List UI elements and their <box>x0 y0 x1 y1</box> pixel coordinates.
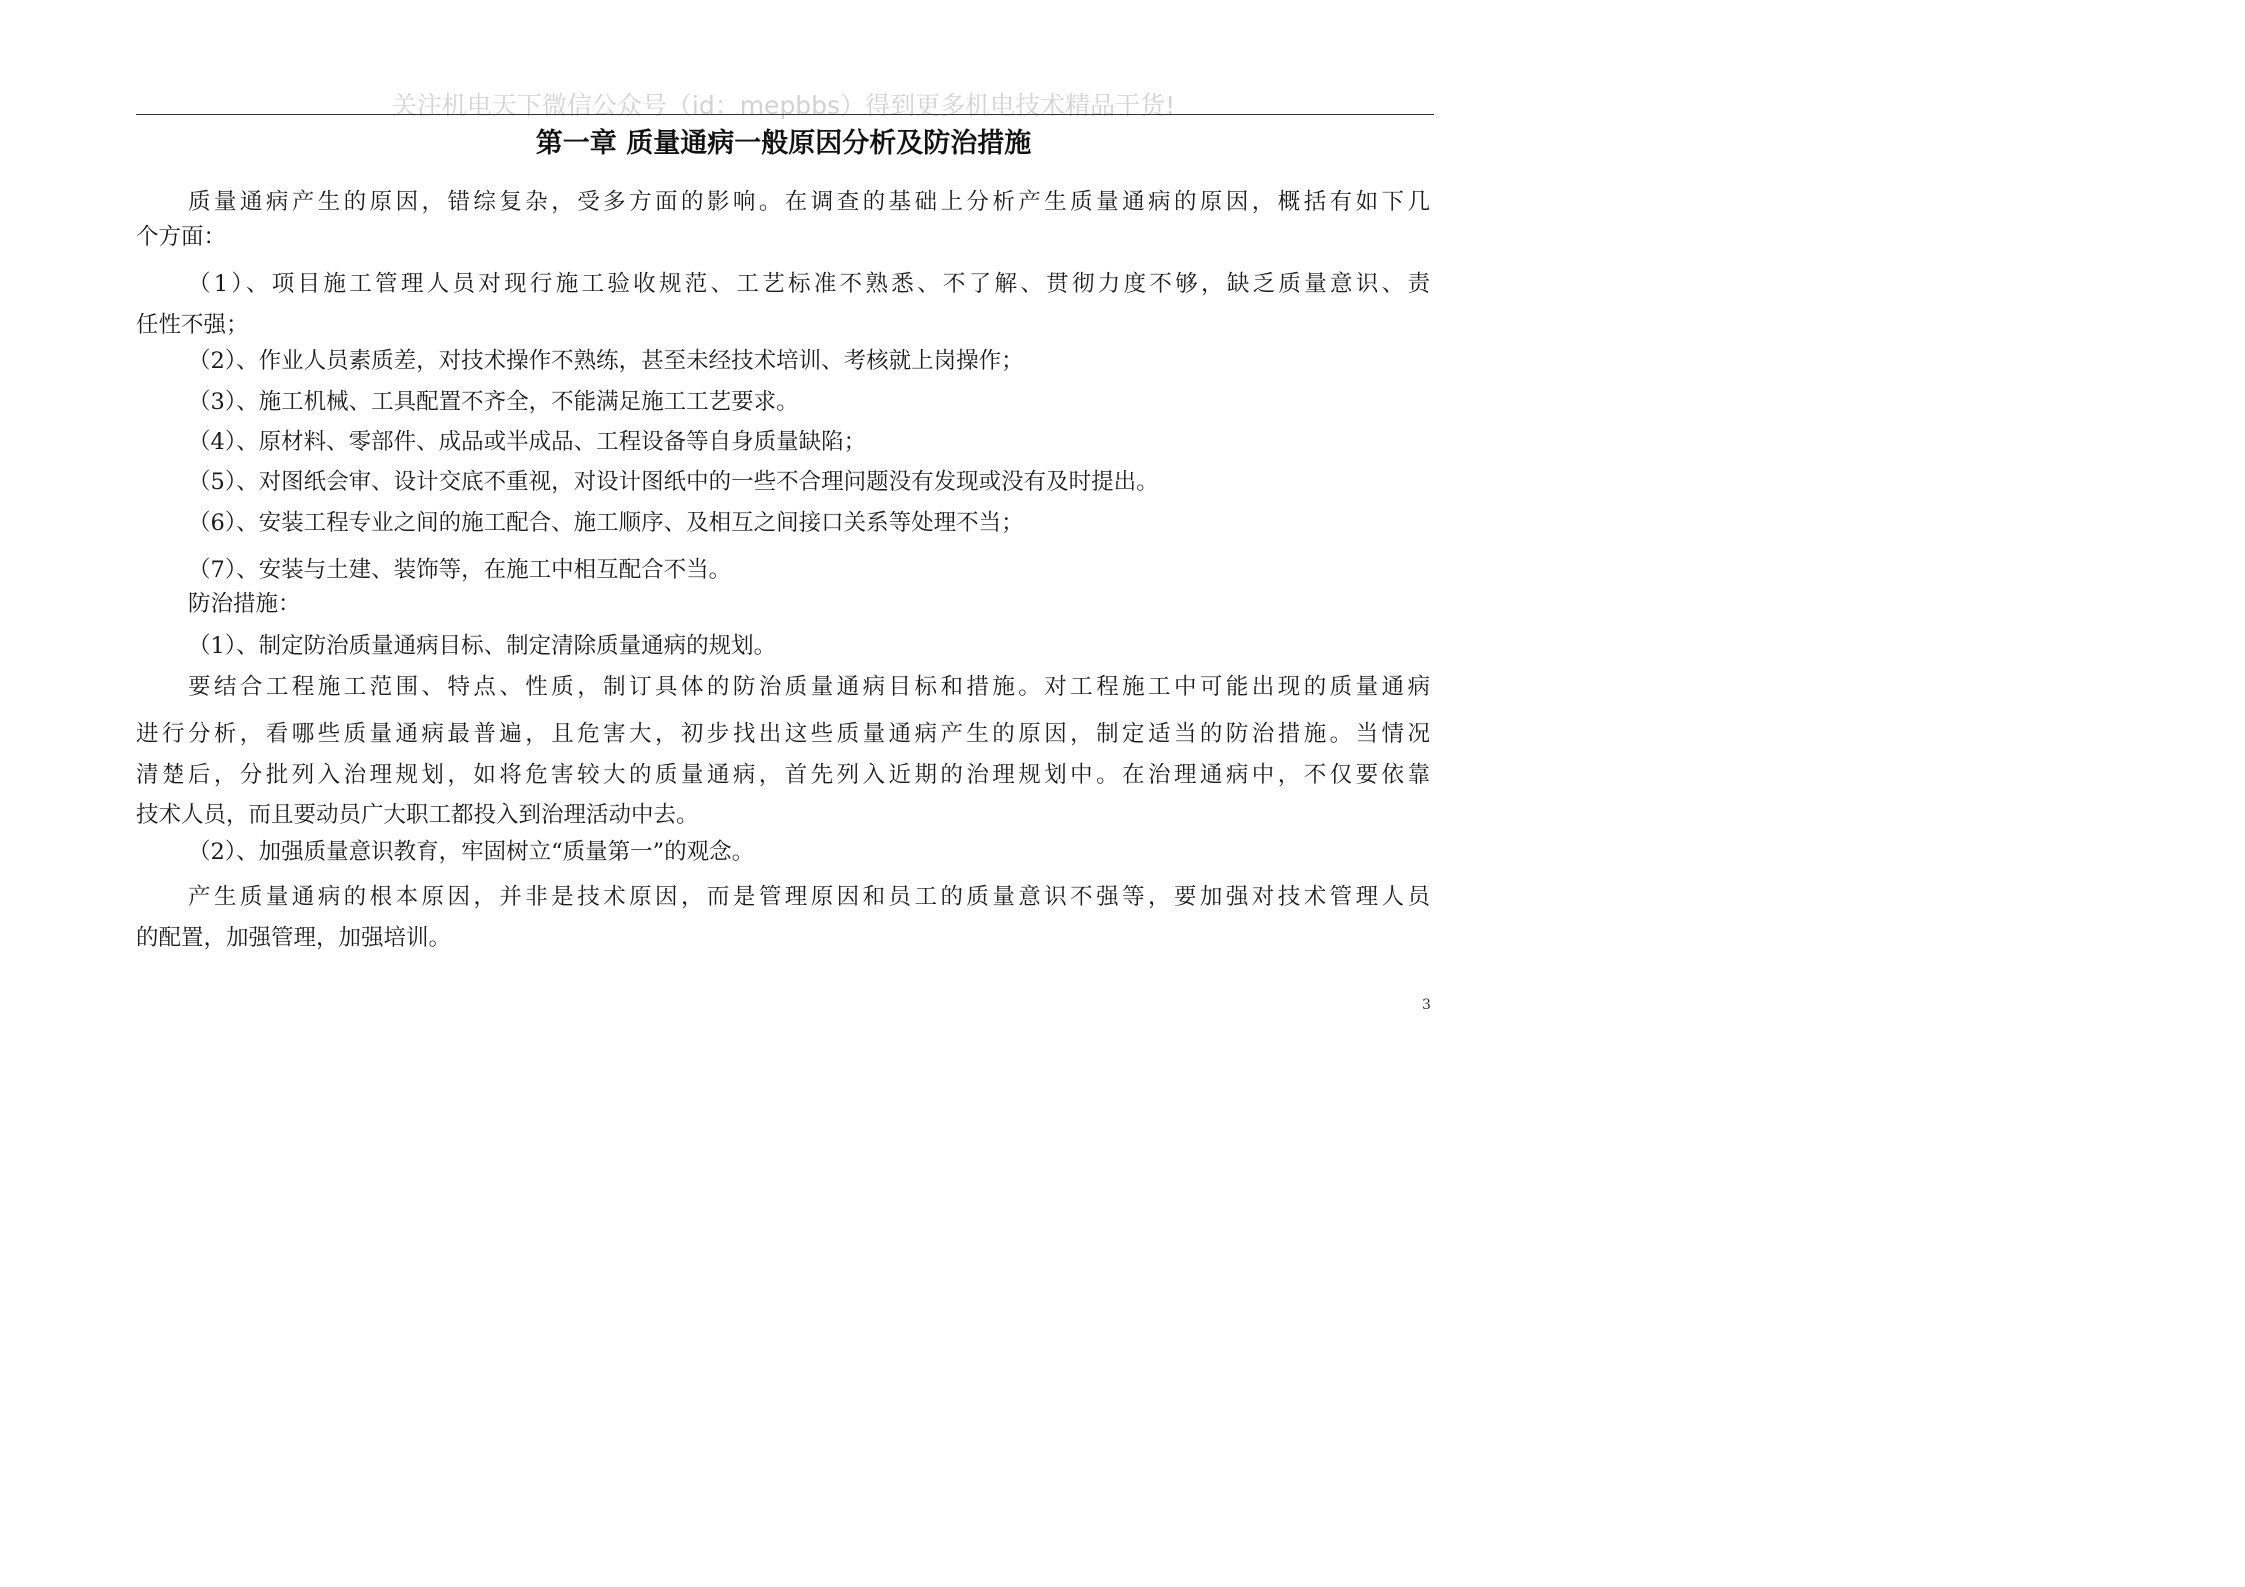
body-line: 要结合工程施工范围、特点、性质，制订具体的防治质量通病目标和措施。对工程施工中可能出现的质量通病 <box>188 674 1430 700</box>
body-line: （2）、作业人员素质差，对技术操作不熟练，甚至未经技术培训、考核就上岗操作； <box>188 348 1024 374</box>
body-line: 产生质量通病的根本原因，并非是技术原因，而是管理原因和员工的质量意识不强等，要加强对技术管理人员 <box>188 884 1430 910</box>
body-line: 技术人员，而且要动员广大职工都投入到治理活动中去。 <box>136 802 699 828</box>
body-line: 个方面： <box>136 224 227 250</box>
body-line: （3）、施工机械、工具配置不齐全，不能满足施工工艺要求。 <box>188 389 799 415</box>
body-line: 质量通病产生的原因，错综复杂，受多方面的影响。在调查的基础上分析产生质量通病的原因，概括有如下几 <box>188 189 1430 215</box>
header-divider <box>136 114 1434 115</box>
body-line: 的配置，加强管理，加强培训。 <box>136 925 452 951</box>
body-line: （2）、加强质量意识教育，牢固树立“质量第一”的观念。 <box>188 839 755 865</box>
body-line: （7）、安装与土建、装饰等，在施工中相互配合不当。 <box>188 557 732 583</box>
body-line: 任性不强； <box>136 312 249 338</box>
page-number: 3 <box>1422 997 1431 1013</box>
body-line: 清楚后，分批列入治理规划，如将危害较大的质量通病，首先列入近期的治理规划中。在治理通病中，不仅要依靠 <box>136 762 1430 788</box>
body-line: （6）、安装工程专业之间的施工配合、施工顺序、及相互之间接口关系等处理不当； <box>188 510 1024 536</box>
body-line: （5）、对图纸会审、设计交底不重视，对设计图纸中的一些不合理问题没有发现或没有及时提出。 <box>188 469 1159 495</box>
body-line: （4）、原材料、零部件、成品或半成品、工程设备等自身质量缺陷； <box>188 429 867 455</box>
body-line: 防治措施： <box>188 591 301 617</box>
header-watermark-note: 关注机电天下微信公众号（id：mepbbs）得到更多机电技术精品干货! <box>391 91 1176 120</box>
body-line: （1）、制定防治质量通病目标、制定清除质量通病的规划。 <box>188 633 777 659</box>
chapter-title: 第一章 质量通病一般原因分析及防治措施 <box>535 128 1032 159</box>
body-line: 进行分析，看哪些质量通病最普遍，且危害大，初步找出这些质量通病产生的原因，制定适当的防治措施。当情况 <box>136 721 1430 747</box>
body-line: （1）、项目施工管理人员对现行施工验收规范、工艺标准不熟悉、不了解、贯彻力度不够，缺乏质量意识、责 <box>188 271 1430 297</box>
